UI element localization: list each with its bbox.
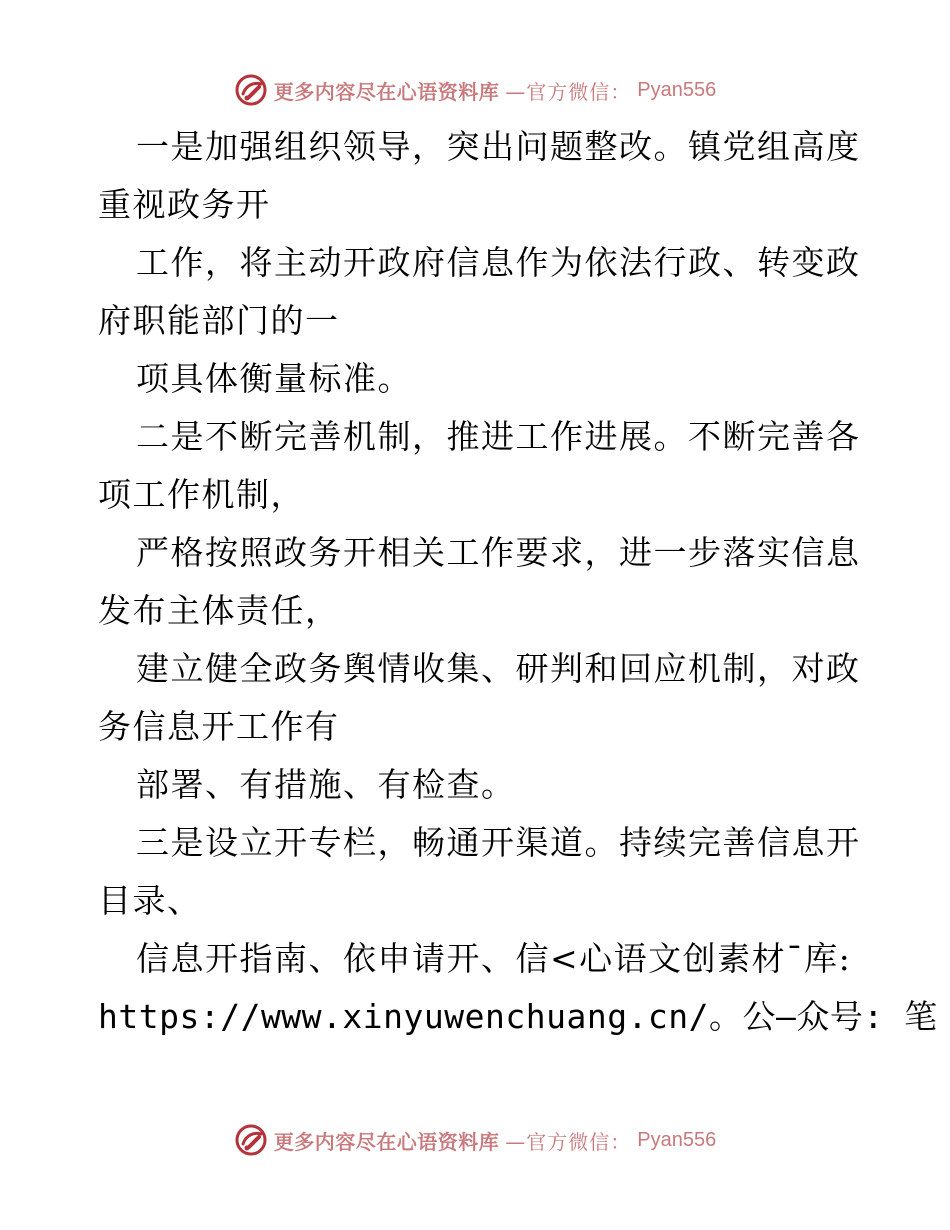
text-line: 目录、	[98, 881, 202, 920]
text-line: 项工作机制，	[98, 475, 305, 514]
watermark-brand-text: 更多内容尽在心语资料库	[273, 1129, 500, 1154]
watermark-official-label: —官方微信：	[505, 1129, 632, 1154]
text-line: 项具体衡量标准。	[136, 359, 412, 398]
brand-logo-icon	[234, 1123, 268, 1157]
watermark-brand-text: 更多内容尽在心语资料库	[273, 79, 500, 104]
text-line: 工作，将主动开政府信息作为依法行政、转变政	[136, 243, 861, 282]
text-line: 信息开指南、依申请开、信<心语文创素材¯库:	[136, 939, 852, 978]
watermark-wechat-id: Pyan556	[637, 78, 717, 101]
brand-logo-icon	[234, 73, 268, 107]
body-text	[98, 118, 938, 1046]
text-line: 建立健全政务舆情收集、研判和回应机制，对政	[136, 649, 861, 688]
footer-watermark	[0, 1120, 950, 1160]
text-line: 三是设立开专栏，畅通开渠道。持续完善信息开	[136, 823, 861, 862]
header-watermark	[0, 70, 950, 110]
text-line: 府职能部门的一	[98, 301, 340, 340]
text-line: 部署、有措施、有检查。	[136, 765, 516, 804]
text-line-url: https://www.xinyuwenchuang.cn/。公—众号: 笔	[98, 997, 938, 1036]
text-line: 一是加强组织领导，突出问题整改。镇党组高度	[136, 127, 861, 166]
text-line: 务信息开工作有	[98, 707, 340, 746]
text-line: 发布主体责任，	[98, 591, 340, 630]
text-line: 重视政务开	[98, 185, 271, 224]
text-line: 严格按照政务开相关工作要求，进一步落实信息	[136, 533, 861, 572]
watermark-official-label: —官方微信：	[505, 79, 632, 104]
text-line: 二是不断完善机制，推进工作进展。不断完善各	[136, 417, 861, 456]
watermark-wechat-id: Pyan556	[637, 1128, 717, 1151]
